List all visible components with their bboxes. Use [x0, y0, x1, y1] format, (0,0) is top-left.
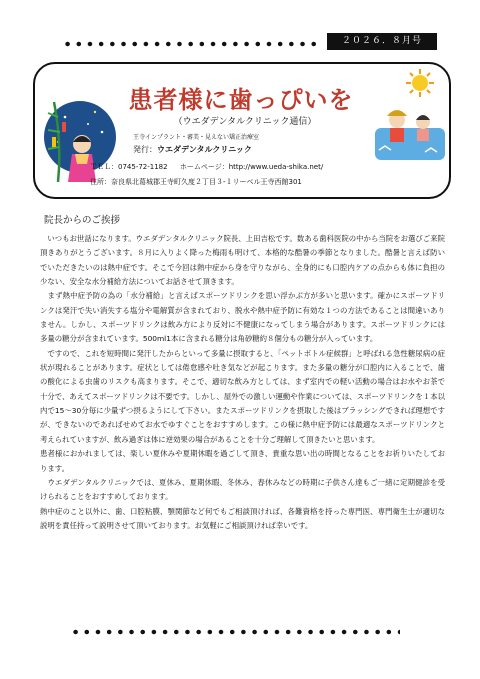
sun-icon — [405, 68, 435, 98]
clinic-name: ウエダデンタルクリニック — [157, 145, 252, 154]
paragraph: 熱中症のこと以外に、歯、口腔粘膜、顎関節など何でもご相談頂ければ、各難資格を持った専門医、専門衛生士が適切な説明を責任持って説明させて頂いております。お気軽にご相談頂ければ幸いです。 — [40, 506, 445, 530]
newsletter-title: 患者様に歯っぴいを — [128, 85, 354, 114]
bottom-dot-border — [70, 629, 400, 635]
contact-line — [90, 162, 333, 172]
tanabata-illustration — [40, 82, 120, 192]
clinic-address: 住所：奈良県北葛城郡王寺町久度２丁目３-１リーベル王寺西館301 — [90, 178, 302, 186]
section-heading: 院長からのご挨拶 — [44, 215, 121, 226]
issue-label: ２０２６．８月号 — [327, 33, 437, 50]
clinic-tagline: 王寺インプラント・審美・見えない矯正治療室 — [133, 134, 260, 141]
paragraph: まず熱中症予防の為の「水分補給」と言えばスポーツドリンクを思い浮かぶ方が多いと思います。確かにスポーツドリンクは発汗で失い消失する塩分や電解質が含まれており、脱水や熱中症予防に有効な１つの方法であることは間違いありません。しかし、スポーツドリンクは飲み方により反対に不健康になってしまう場合があります。スポーツドリンクには多量の糖分が含まれています。500ml1本に含まれる糖分は角砂糖約８個分もの糖分が入っています。 — [40, 291, 445, 344]
newsletter-subtitle: （ウエダデンタルクリニック通信） — [173, 117, 317, 127]
issuer-line — [133, 144, 252, 155]
clinic-homepage[interactable]: ホームページ：http://www.ueda-shika.net/ — [179, 163, 324, 171]
greeting-body — [40, 232, 445, 533]
top-dot-border — [62, 41, 322, 47]
paragraph: 患者様におかれましては、楽しい夏休みや夏期休暇を過ごして頂き、貴重な思い出の時間となることをお祈りいたしております。 — [40, 449, 445, 473]
paragraph: ですので、これを短時間に発汗したからといって多量に摂取すると、「ペットボトル症候群」と呼ばれる急性糖尿病の症状が現れることがあります。症状としては倦怠感や吐き気などが起こります。また多量の糖分が口腔内に入ることで、歯の酸化による虫歯のリスクも高まります。そこで、適切な飲み方としては、まず室内での軽い活動の場合はお水やお茶で十分で、あえてスポーツドリンクは不要です。しかし、屋外での激しい運動や作業については、スポーツドリンクを１本以内で15～30分毎に少量ずつ摂るようにして下さい。またスポーツドリンクを摂取した後はブラッシングできれば理想ですが、できないのであればせめてお水でゆすぐことをおすすめします。この様に熱中症予防には最適なスポーツドリンクと考えられていますが、飲み過ぎは体に逆効果の場合があることを十分ご理解して頂きたいと思います。 — [40, 348, 445, 444]
clinic-tel: ＴＥＬ：0745-72-1182 — [90, 163, 168, 171]
paragraph: ウエダデンタルクリニックでは、夏休み、夏期休暇、冬休み、春休みなどの時期に子供さん達もご一緒に定期健診を受けられることをおすすめしております。 — [40, 477, 445, 502]
issuer-label: 発行： — [133, 145, 157, 154]
beach-kids-illustration — [375, 100, 445, 160]
paragraph: いつもお世話になります。ウエダデンタルクリニック院長、上田吉松です。数ある歯科医院の中から当院をお選びご来院頂きありがとうございます。８月に入りよく降った梅雨も明けて、本格的な酷暑の季節となりました。酷暑と言えば防いでいただきたいのは熱中症です。そこで今回は熱中症から身を守りながら、全身的にも口腔内ケアの点からも体に負担の少ない、安全な水分補給方法についてお話させて頂きます。 — [40, 234, 445, 287]
